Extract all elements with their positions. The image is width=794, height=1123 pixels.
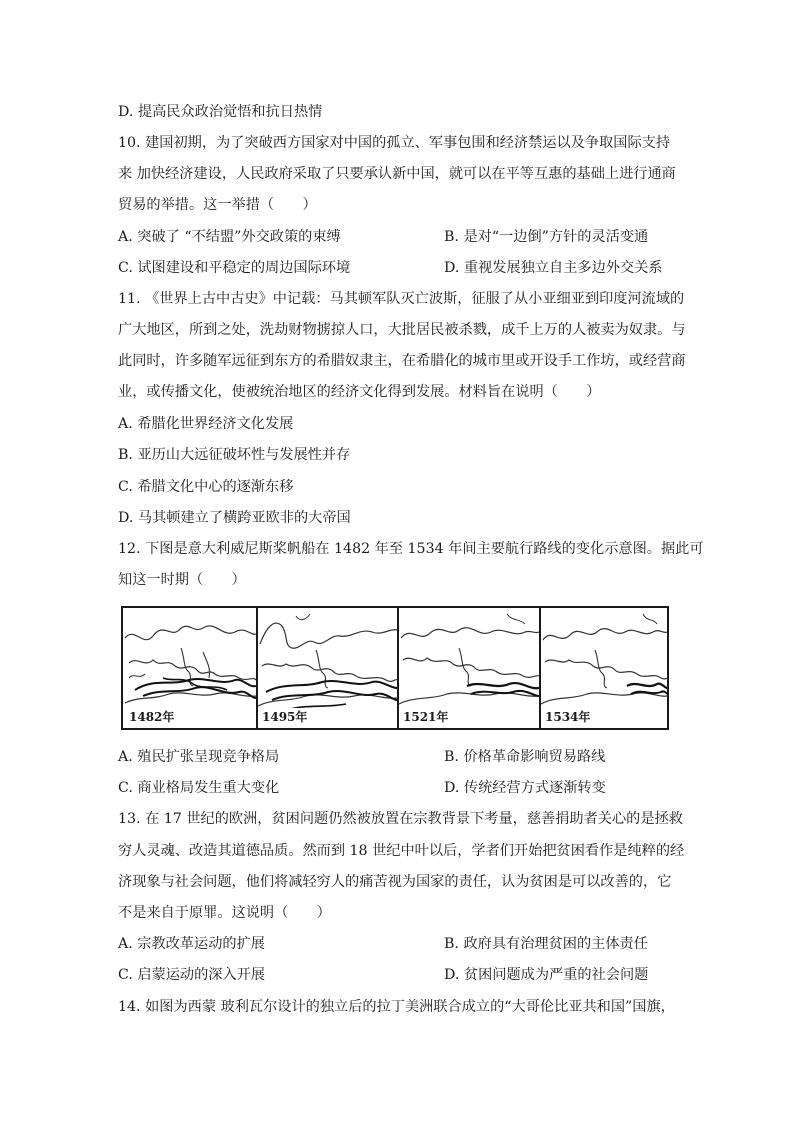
q11-stem-line-4: 业，或传播文化，使被统治地区的经济文化得到发展。材料旨在说明（ ） (118, 384, 601, 400)
q13-option-c: C. 启蒙运动的深入开展 (118, 967, 266, 983)
q13-stem-line-3: 济现象与社会问题，他们将减轻穷人的痛苦视为国家的责任，认为贫困是可以改善的，它 (118, 874, 672, 890)
q12-option-b: B. 价格革命影响贸易路线 (444, 749, 606, 765)
map-year-label: 1521年 (403, 710, 449, 724)
q10-option-b: B. 是对“一边倒”方针的灵活变通 (444, 229, 649, 245)
q10-option-d: D. 重视发展独立自主多边外交关系 (444, 260, 663, 276)
q12-stem-line-2: 知这一时期（ ） (118, 572, 246, 588)
q11-stem-line-3: 此同时，许多随军远征到东方的希腊奴隶主，在希腊化的城市里或开设手工作坊，或经营商 (118, 353, 686, 369)
q10-stem-line-3: 贸易的举措。这一举措（ ） (118, 197, 317, 213)
q10-stem-line-2: 来 加快经济建设，人民政府采取了只要承认新中国，就可以在平等互惠的基础上进行通商 (118, 166, 676, 182)
route-map-1482 (123, 608, 258, 728)
route-map-strip (121, 606, 669, 730)
q11-option-b: B. 亚历山大远征破坏性与发展性并存 (118, 447, 351, 463)
q11-stem-line-2: 广大地区，所到之处，洗劫财物掳掠人口，大批居民被杀戮，成千上万的人被卖为奴隶。与 (118, 322, 686, 338)
q13-option-d: D. 贫困问题成为严重的社会问题 (444, 967, 649, 983)
q10-option-c: C. 试图建设和平稳定的周边国际环境 (118, 260, 351, 276)
q10-option-a: A. 突破了 “不结盟”外交政策的束缚 (118, 229, 341, 245)
q12-option-c: C. 商业格局发生重大变化 (118, 780, 280, 796)
map-year-label: 1482年 (129, 710, 175, 724)
route-map-1521 (397, 608, 541, 728)
q13-option-a: A. 宗教改革运动的扩展 (118, 936, 265, 952)
q11-option-a: A. 希腊化世界经济文化发展 (118, 416, 294, 432)
q13-option-b: B. 政府具有治理贫困的主体责任 (444, 936, 648, 952)
map-year-label: 1495年 (262, 710, 308, 724)
q12-stem-line-1: 12. 下图是意大利威尼斯桨帆船在 1482 年至 1534 年间主要航行路线的变化示意图。据此可 (118, 541, 704, 557)
q11-option-c: C. 希腊文化中心的逐渐东移 (118, 479, 294, 495)
map-year-label: 1534年 (545, 710, 591, 724)
q9-option-d: D. 提高民众政治觉悟和抗日热情 (118, 104, 323, 120)
q12-option-d: D. 传统经营方式逐渐转变 (444, 780, 606, 796)
q12-option-a: A. 殖民扩张呈现竞争格局 (118, 749, 280, 765)
q11-option-d: D. 马其顿建立了横跨亚欧非的大帝国 (118, 510, 351, 526)
q13-stem-line-2: 穷人灵魂、改造其道德品质。然而到 18 世纪中叶以后，学者们开始把贫困看作是纯粹的经 (118, 843, 685, 859)
route-map-1534 (539, 608, 667, 728)
q13-stem-line-1: 13. 在 17 世纪的欧洲，贫困问题仍然被放置在宗教背景下考量，慈善捐助者关心的是拯救 (118, 811, 683, 827)
route-map-1495 (256, 608, 399, 728)
q10-stem-line-1: 10. 建国初期，为了突破西方国家对中国的孤立、军事包围和经济禁运以及争取国际支持 (118, 135, 671, 151)
q11-stem-line-1: 11. 《世界上古中古史》中记载：马其顿军队灭亡波斯，征服了从小亚细亚到印度河流域的 (118, 291, 685, 307)
q13-stem-line-4: 不是来自于原罪。这说明（ ） (118, 905, 331, 921)
q14-stem-line-1: 14. 如图为西蒙 玻利瓦尔设计的独立后的拉丁美洲联合成立的“大哥伦比亚共和国”国旗， (118, 999, 675, 1015)
